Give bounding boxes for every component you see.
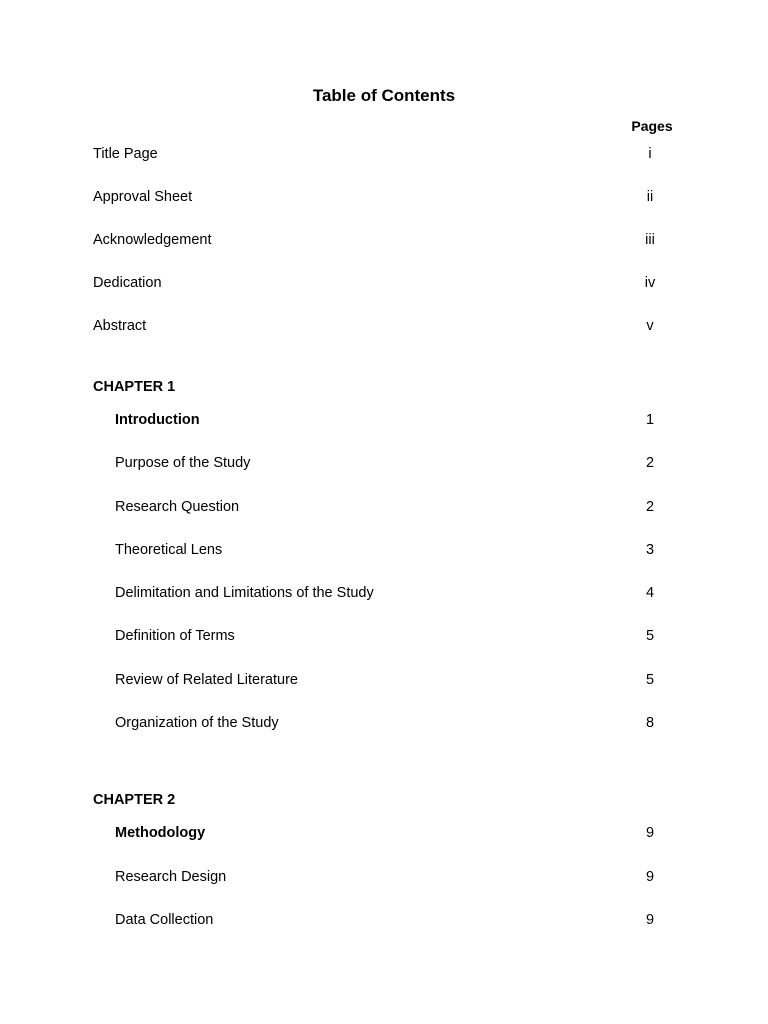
toc-entry-page: 1 <box>645 412 655 428</box>
toc-entry-label: Abstract <box>93 318 147 334</box>
toc-entry-page: ii <box>646 189 654 205</box>
toc-entry-page: v <box>646 318 654 334</box>
toc-entry-page: 8 <box>645 715 655 731</box>
toc-entry-research-design <box>0 869 768 889</box>
toc-entry-page: 5 <box>645 628 655 644</box>
toc-entry-label: Research Question <box>115 499 240 515</box>
toc-entry-methodology <box>0 825 768 845</box>
toc-entry-page: 2 <box>645 499 655 515</box>
page-title: Table of Contents <box>312 86 456 105</box>
toc-entry-organization <box>0 715 768 735</box>
pages-column-header: Pages <box>631 118 673 134</box>
toc-entry-research-question <box>0 499 768 519</box>
toc-entry-review-literature <box>0 672 768 692</box>
toc-entry-page: i <box>648 146 652 162</box>
toc-entry-page: 3 <box>645 542 655 558</box>
chapter-1-heading: CHAPTER 1 <box>93 379 176 395</box>
toc-entry-approval-sheet <box>0 189 768 209</box>
toc-entry-page: iii <box>645 232 655 248</box>
toc-entry-page: iv <box>644 275 656 291</box>
toc-entry-delimitation <box>0 585 768 605</box>
toc-entry-page: 9 <box>645 869 655 885</box>
toc-entry-definition-of-terms <box>0 628 768 648</box>
toc-entry-data-collection <box>0 912 768 932</box>
toc-entry-label: Approval Sheet <box>93 189 193 205</box>
toc-entry-label: Research Design <box>115 869 227 885</box>
toc-entry-page: 2 <box>645 455 655 471</box>
toc-entry-introduction <box>0 412 768 432</box>
toc-entry-label: Acknowledgement <box>93 232 212 248</box>
toc-entry-label: Definition of Terms <box>115 628 235 644</box>
toc-entry-title-page <box>0 146 768 166</box>
toc-entry-page: 9 <box>645 912 655 928</box>
toc-entry-label: Data Collection <box>115 912 214 928</box>
toc-entry-label: Methodology <box>115 825 206 841</box>
toc-entry-purpose <box>0 455 768 475</box>
toc-entry-label: Organization of the Study <box>115 715 279 731</box>
chapter-2-heading: CHAPTER 2 <box>93 792 176 808</box>
toc-entry-label: Title Page <box>93 146 158 162</box>
toc-entry-label: Theoretical Lens <box>115 542 223 558</box>
toc-entry-label: Review of Related Literature <box>115 672 298 688</box>
toc-entry-acknowledgement <box>0 232 768 252</box>
toc-entry-label: Dedication <box>93 275 162 291</box>
toc-entry-page: 5 <box>645 672 655 688</box>
toc-entry-label: Delimitation and Limitations of the Study <box>115 585 374 601</box>
toc-entry-page: 4 <box>645 585 655 601</box>
toc-entry-page: 9 <box>645 825 655 841</box>
toc-entry-label: Purpose of the Study <box>115 455 251 471</box>
toc-entry-abstract <box>0 318 768 338</box>
toc-entry-theoretical-lens <box>0 542 768 562</box>
toc-entry-dedication <box>0 275 768 295</box>
toc-entry-label: Introduction <box>115 412 200 428</box>
